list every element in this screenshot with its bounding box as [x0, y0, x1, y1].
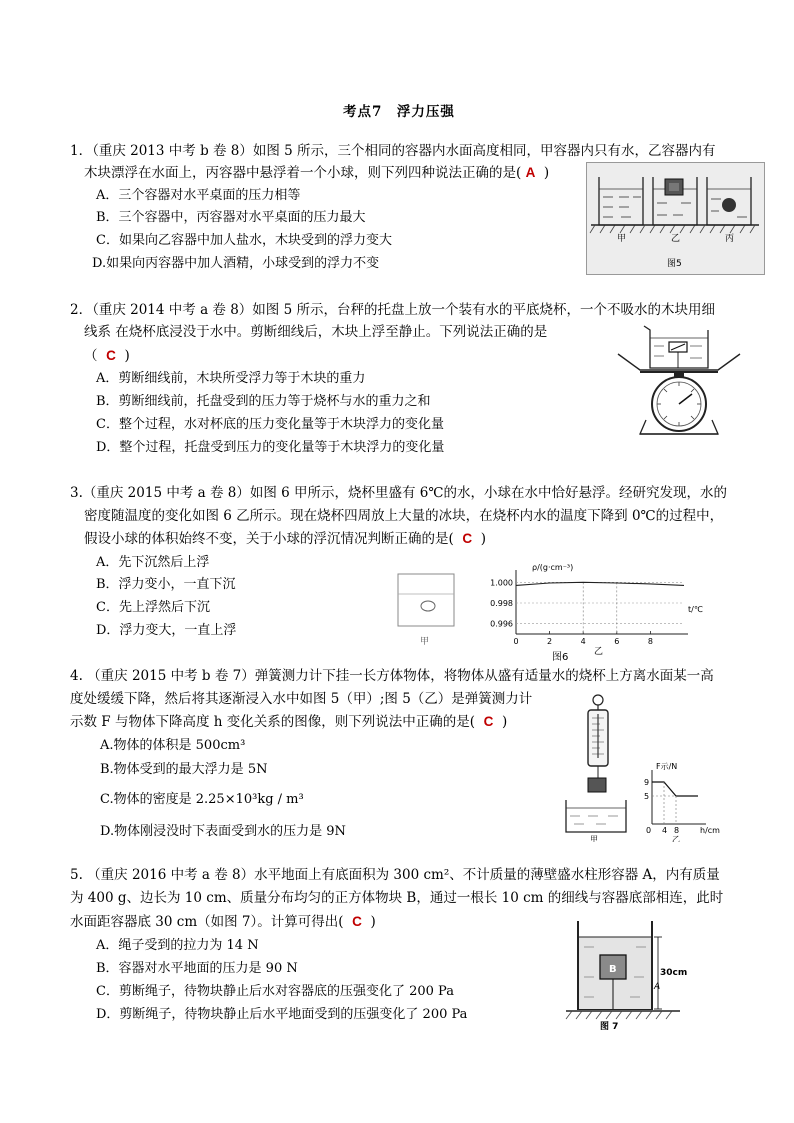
q1-option-d: D.如果向丙容器中加人酒精，小球受到的浮力不变: [92, 256, 380, 271]
q3-option-c: C．先上浮然后下沉: [96, 600, 210, 615]
three-containers-diagram: [587, 163, 764, 274]
q4-graph-ytick-5: 5: [644, 792, 650, 801]
q4-graph-ylabel: F示/N: [656, 762, 678, 771]
q1-figure: [586, 162, 765, 275]
q5-option-a: A．绳子受到的拉力为 14 N: [96, 938, 259, 953]
q3-label-jia: 甲: [420, 637, 430, 647]
q5-container-label: A: [654, 982, 661, 992]
chart-xtick-label: 2: [547, 637, 553, 646]
q4-option-a: A.物体的体积是 500cm³: [100, 738, 246, 753]
q4-option-d: D.物体刚浸没时下表面受到水的压力是 9N: [100, 824, 346, 839]
q5-answer: C: [352, 914, 362, 929]
spring-balance-diagram: [560, 692, 730, 842]
q1-stem-line1: 1．（重庆 2013 中考 b 卷 8）如图 5 所示，三个相同的容器内水面高度相同，甲容器内只有水，乙容器内有: [70, 143, 716, 159]
q3-fig-caption: 图6: [552, 652, 569, 663]
q5-stem-line2: 为 400 g、边长为 10 cm、质量分布均匀的正方体物块 B，通过一根长 10 cm 的细线与容器底部相连，此时: [70, 890, 724, 906]
q4-label-yi: 乙: [672, 835, 680, 842]
q2-figure: [612, 320, 762, 442]
q4-option-c: C.物体的密度是 2.25×10³kg / m³: [100, 792, 304, 807]
q5-block-label: B: [609, 964, 617, 975]
container-block-diagram: [560, 915, 710, 1035]
q1-option-c: C．如果向乙容器中加人盐水，木块受到的浮力变大: [96, 233, 392, 248]
q2-option-c: C．整个过程，水对杯底的压力变化量等于木块浮力的变化量: [96, 417, 444, 432]
chart-xlabel: t/℃: [688, 605, 703, 614]
chart-xtick-label: 4: [580, 637, 586, 646]
q2-option-b: B．剪断细线前，托盘受到的压力等于烧杯与水的重力之和: [96, 394, 431, 409]
q3-stem-line3: 假设小球的体积始终不变，关于小球的浮沉情况判断正确的是( C ): [84, 531, 486, 547]
q1-fig-caption: 图5: [667, 259, 682, 269]
q3-option-b: B．浮力变小，一直下沉: [96, 577, 236, 592]
q4-graph-xtick-0: 0: [646, 826, 652, 835]
chart-density-curve: [516, 582, 684, 585]
q2-option-a: A．剪断细线前，木块所受浮力等于木块的重力: [96, 371, 366, 386]
q4-option-b: B.物体受到的最大浮力是 5N: [100, 762, 268, 777]
q4-label-jia: 甲: [590, 835, 598, 842]
q5-fig-caption: 图 7: [600, 1022, 619, 1032]
q2-stem-line3: （ C ): [84, 348, 130, 364]
q5-option-c: C．剪断绳子，待物块静止后水对容器底的压强变化了 200 Pa: [96, 984, 454, 999]
q5-stem-line3: 水面距容器底 30 cm（如图 7）。计算可得出( C ): [70, 914, 376, 930]
q3-stem-line2: 密度随温度的变化如图 6 乙所示。现在烧杯四周放上大量的冰块，在烧杯内水的温度下降到 0℃的过程中，: [84, 508, 724, 524]
q4-answer: C: [483, 714, 494, 729]
q4-stem-line2: 度处缓缓下降，然后将其逐渐浸入水中如图 5（甲）;图 5（乙）是弹簧测力计: [70, 691, 533, 707]
chart-ylabel: ρ/(g·cm⁻³): [532, 563, 574, 572]
q5-figure: [560, 915, 710, 1035]
q1-option-b: B．三个容器中，丙容器对水平桌面的压力最大: [96, 210, 366, 225]
chart-ytick-label: 0.998: [490, 599, 513, 608]
q4-graph-xtick-8: 8: [674, 826, 680, 835]
chart-ytick-label: 0.996: [490, 619, 513, 629]
scale-beaker-diagram: [612, 320, 762, 442]
q3-option-d: D．浮力变大，一直上浮: [96, 623, 237, 638]
q3-label-yi: 乙: [594, 647, 604, 657]
q1-label-jia: 甲: [617, 234, 627, 244]
q4-figure: [560, 692, 730, 842]
q3-stem-line1: 3.（重庆 2015 中考 a 卷 8）如图 6 甲所示，烧杯里盛有 6℃的水，小球在水中恰好悬浮。经研究发现，水的: [70, 485, 727, 501]
q5-stem-line1: 5. （重庆 2016 中考 a 卷 8）水平地面上有底面积为 300 cm²、不计质量的薄壁盛水柱形容器 A，内有质量: [70, 867, 720, 883]
chart-xtick-label: 6: [614, 637, 620, 646]
q4-stem-line1: 4. （重庆 2015 中考 b 卷 7）弹簧测力计下挂一长方体物体，将物体从盛有适量水的烧杯上方离水面某一高: [70, 668, 714, 684]
chart-xtick-label: 8: [647, 637, 653, 646]
q4-graph-xlabel: h/cm: [700, 826, 720, 835]
q1-stem-line2: 木块漂浮在水面上，丙容器中悬浮着一个小球，则下列四种说法正确的是( A ): [84, 165, 550, 181]
q4-graph-xtick-4: 4: [662, 826, 668, 835]
q2-option-d: D．整个过程，托盘受到压力的变化量等于木块浮力的变化量: [96, 440, 445, 455]
q1-label-bing: 丙: [725, 234, 735, 244]
chart-xtick-label: 0: [513, 637, 519, 646]
q2-stem-line1: 2．（重庆 2014 中考 a 卷 8）如图 5 所示，台秤的托盘上放一个装有水的平底烧杯，一个不吸水的木块用细: [70, 302, 715, 318]
q1-option-a: A．三个容器对水平桌面的压力相等: [96, 188, 301, 203]
chart-ytick-label: 1.000: [490, 578, 513, 588]
q3-option-a: A．先下沉然后上浮: [96, 555, 210, 570]
q3-density-chart: [476, 560, 708, 660]
q1-label-yi: 乙: [671, 234, 681, 244]
q5-option-b: B．容器对水平地面的压力是 90 N: [96, 961, 298, 976]
page-title: 考点7 浮力压强: [343, 104, 455, 120]
q4-graph-ytick-9: 9: [644, 778, 650, 787]
q5-height-label: 30cm: [660, 968, 688, 978]
q3-answer: C: [462, 531, 473, 546]
q2-stem-line2: 线系 在烧杯底浸没于水中。剪断细线后，木块上浮至静止。下列说法正确的是: [84, 324, 548, 340]
q4-stem-line3: 示数 F 与物体下降高度 h 变化关系的图像，则下列说法中正确的是( C ): [70, 714, 508, 730]
density-chart-svg: [476, 560, 708, 660]
q2-answer: C: [106, 348, 116, 363]
q3-beaker-figure: [392, 568, 472, 648]
q5-option-d: D．剪断绳子，待物块静止后水平地面受到的压强变化了 200 Pa: [96, 1007, 468, 1022]
q1-answer: A: [525, 165, 536, 180]
